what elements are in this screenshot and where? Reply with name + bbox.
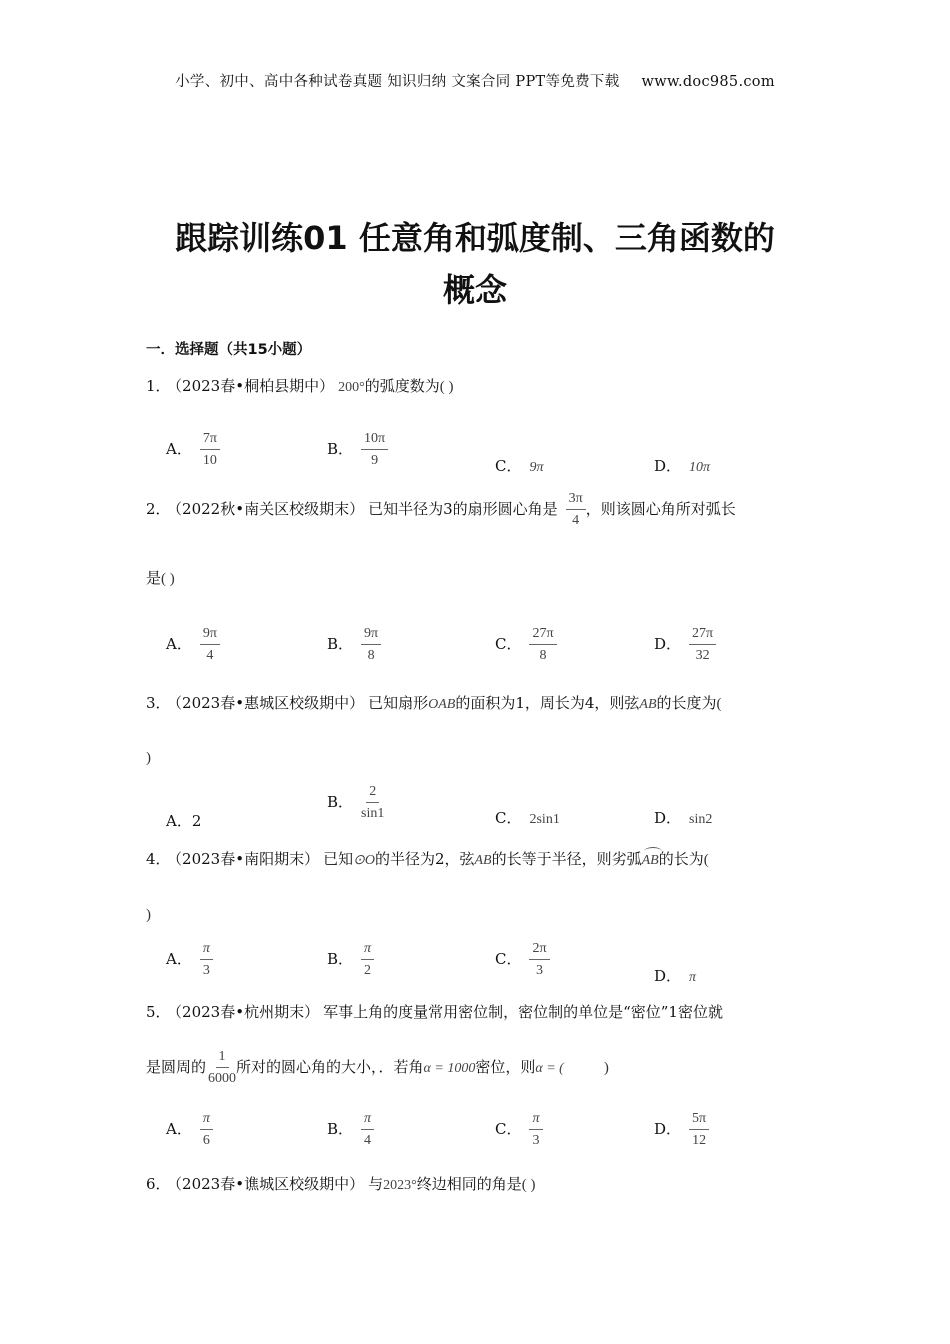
question-source: （2023春•南阳期末） [174,850,320,868]
header-url[interactable]: www.doc985.com [641,74,775,90]
option-value: sin2 [689,812,713,827]
question-stem-cont: 的半径为2，弦 [374,850,475,868]
page-title [100,212,850,316]
question-stem: 已知半径为3的扇形圆心角是 [368,500,558,518]
question-4-continuation [146,905,151,924]
title-line-1: 跟踪训练01 任意角和弧度制、三角函数的 [175,219,775,257]
option-label: C． [495,457,522,475]
question-stem-cont: 密位，则 [475,1058,536,1076]
answer-paren-open: ( [716,696,722,712]
option-label: C． [495,1120,522,1138]
question-stem-cont: 的长等于半径，则劣弧 [491,850,642,868]
answer-paren: ( ) [521,1177,536,1193]
fraction: $\frac{\pi}{3}$ [529,1110,542,1150]
option-label: D． [654,1120,682,1138]
option-label: C． [495,950,522,968]
option-value: 2 [191,812,202,830]
title-line-2: 概念 [442,271,507,309]
q5-option-a[interactable] [166,1110,213,1150]
question-number: 4． [146,850,171,868]
q5-option-c[interactable] [495,1110,543,1150]
answer-paren: ( ) [439,379,454,395]
q4-option-a[interactable] [166,940,213,980]
q1-option-a[interactable] [166,430,220,470]
option-label: A． [166,440,192,458]
question-number: 5． [146,1003,171,1021]
fraction: $\frac{2\pi}{3}$ [529,940,549,980]
q3-option-c[interactable] [495,807,560,828]
question-4 [146,848,709,869]
option-label: D． [654,635,682,653]
option-value: 10π [689,460,711,475]
math-expression: AB [474,853,492,868]
question-3-continuation [146,748,151,767]
question-stem: 已知扇形 [368,694,429,712]
math-expression: α = 1000 [423,1061,476,1076]
arc-math-expression: AB [641,853,659,868]
question-stem-cont: ，则该圆心角所对弧长 [585,500,736,518]
fraction: $\frac{9\pi}{8}$ [361,625,381,665]
fraction: $\frac{5\pi}{12}$ [689,1110,709,1150]
math-expression: ⊙O [353,853,375,868]
question-number: 6． [146,1175,171,1193]
question-stem-cont: 终边相同的角是 [416,1175,522,1193]
q4-option-d[interactable] [654,965,696,986]
question-6 [146,1173,535,1194]
fraction: $\frac{\pi}{2}$ [361,940,374,980]
option-label: D． [654,457,682,475]
question-stem: 已知 [323,850,354,868]
question-2 [146,490,736,530]
question-stem-cont: 所对的圆心角的大小，．若角 [236,1058,424,1076]
math-expression: AB [639,697,657,712]
q3-option-d[interactable] [654,807,712,828]
fraction: $\frac{1}{6000}$ [208,1049,237,1086]
question-number: 3． [146,694,171,712]
question-stem: 军事上角的度量常用密位制，密位制的单位是“密位”1密位就 [323,1003,723,1021]
answer-paren-close: ) [603,1060,609,1076]
q5-option-d[interactable] [654,1110,709,1150]
fraction: $\frac{7\pi}{10}$ [200,430,220,470]
question-stem-cont: 是圆周的 [146,1058,207,1076]
option-value: 2sin1 [529,812,560,827]
option-label: A． [166,950,192,968]
q4-option-b[interactable] [327,940,374,980]
fraction: $\frac{2}{\sin 1}$ [361,784,385,821]
question-1 [146,375,453,396]
math-expression: α = ( [535,1061,564,1076]
fraction: $\frac{3\pi}{4}$ [566,490,586,530]
page-header [0,70,950,91]
option-label: A． [166,812,192,830]
question-source: （2023春•惠城区校级期中） [174,694,365,712]
question-3 [146,692,722,713]
q4-option-c[interactable] [495,940,550,980]
math-expression: 2023° [383,1178,417,1193]
option-label: C． [495,809,522,827]
option-label: A． [166,1120,192,1138]
option-label: B． [327,793,354,811]
option-value: π [689,970,697,985]
question-number: 2． [146,500,171,518]
q2-option-c[interactable] [495,625,557,665]
option-label: D． [654,809,682,827]
option-label: B． [327,635,354,653]
q2-option-a[interactable] [166,625,220,665]
question-source: （2023春•谯城区校级期中） [174,1175,365,1193]
option-value: 9π [529,460,544,475]
question-5 [146,1001,723,1022]
fraction: $\frac{\pi}{4}$ [361,1110,374,1150]
math-expression: OAB [428,697,456,712]
q1-option-c[interactable] [495,455,544,476]
q2-option-b[interactable] [327,625,381,665]
q5-option-b[interactable] [327,1110,374,1150]
header-text: 小学、初中、高中各种试卷真题 知识归纳 文案合同 PPT等免费下载 [175,74,620,90]
question-stem-cont: 的长为 [658,850,704,868]
fraction: $\frac{27\pi}{8}$ [529,625,556,665]
fraction: $\frac{9\pi}{4}$ [200,625,220,665]
answer-paren-close: ) [146,750,151,766]
answer-paren-close: ) [146,907,151,923]
fraction: $\frac{10\pi}{9}$ [361,430,388,470]
question-stem-cont: 是 [146,569,162,587]
q3-option-b[interactable] [327,783,384,823]
question-source: （2022秋•南关区校级期末） [174,500,365,518]
q2-option-d[interactable] [654,625,716,665]
q1-option-d[interactable] [654,455,710,476]
fraction: $\frac{\pi}{3}$ [200,940,213,980]
fraction: $\frac{27\pi}{32}$ [689,625,716,665]
answer-paren-open: ( [703,852,709,868]
question-5-continuation [146,1048,609,1088]
question-2-continuation [146,567,175,588]
section-heading: 一．选择题（共15小题） [146,342,312,358]
q3-option-a[interactable] [166,810,201,831]
option-label: D． [654,967,682,985]
question-number: 1． [146,377,171,395]
fraction: $\frac{\pi}{6}$ [200,1110,213,1150]
answer-paren: ( ) [161,571,175,587]
math-expression: 200° [338,380,365,395]
option-label: C． [495,635,522,653]
question-source: （2023春•杭州期末） [174,1003,320,1021]
option-label: A． [166,635,192,653]
question-stem: 与 [368,1175,384,1193]
question-stem-cont: 的面积为1，周长为4，则弦 [455,694,640,712]
option-label: B． [327,440,354,458]
question-stem-cont: 的长度为 [656,694,717,712]
option-label: B． [327,950,354,968]
question-source: （2023春•桐柏县期中） [174,377,335,395]
option-label: B． [327,1120,354,1138]
q1-option-b[interactable] [327,430,388,470]
question-stem: 的弧度数为 [364,377,440,395]
